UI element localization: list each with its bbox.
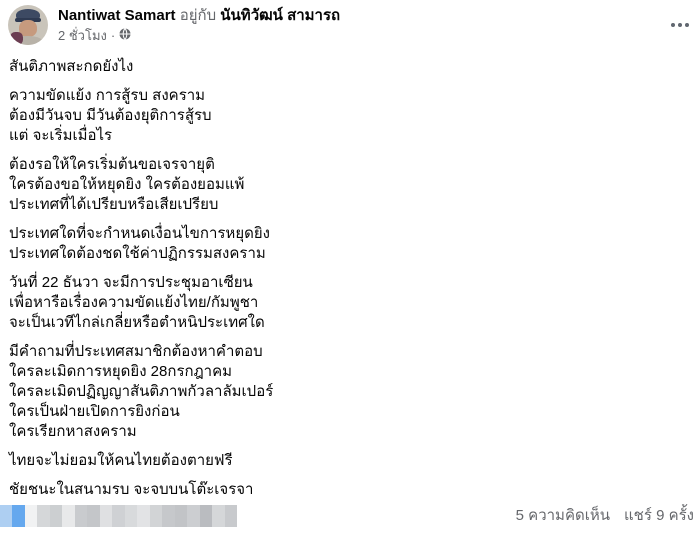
post-paragraph: ประเทศใดที่จะกำหนดเงื่อนไขการหยุดยิง ประเทศใดต้องชดใช้ค่าปฏิกรรมสงคราม [9,225,270,262]
blur-block [25,505,37,527]
avatar[interactable] [8,5,48,45]
blur-block [200,505,212,527]
meta-separator: · [110,27,116,43]
blur-block [0,505,12,527]
post-paragraph: วันที่ 22 ธันวา จะมีการประชุมอาเซียน เพื่อหารือเรื่องความขัดแย้งไทย/กัมพูชา จะเป็นเวทีไกล่เกลี่ยหรือตำหนิประเทศใด [9,274,265,331]
engagement-stats [516,505,694,527]
with-connector: อยู่กับ [179,7,217,24]
blur-block [62,505,75,527]
blur-block [100,505,112,527]
post-paragraph: ชัยชนะในสนามรบ จะจบบนโต๊ะเจรจา [9,481,254,498]
dot-icon [678,23,682,27]
blur-block [75,505,87,527]
post-paragraph: มีคำถามที่ประเทศสมาชิกต้องหาคำตอบ ใครละเมิดการหยุดยิง 28กรกฎาคม ใครละเมิดปฏิญญาสันติภาพกัวลาลัมเปอร์ ใครเป็นฝ่ายเปิดการยิงก่อน ใครเรียกหาสงคราม [9,343,274,440]
dot-icon [685,23,689,27]
blur-block [212,505,225,527]
blur-block [112,505,125,527]
blur-block [37,505,50,527]
post-paragraph: ไทยจะไม่ยอมให้คนไทยต้องตายฟรี [9,452,233,469]
post-paragraph: ความขัดแย้ง การสู้รบ สงคราม ต้องมีวันจบ มีวันต้องยุติการสู้รบ แต่ จะเริ่มเมื่อไร [9,87,212,144]
avatar-clothing [10,32,23,45]
blur-block [150,505,162,527]
blur-block [87,505,100,527]
post-paragraph: ต้องรอให้ใครเริ่มต้นขอเจรจายุติ ใครต้องขอให้หยุดยิง ใครต้องยอมแพ้ ประเทศที่ได้เปรียบหรือเสียเปรียบ [9,156,245,213]
timestamp[interactable]: 2 ชั่วโมง [58,27,107,43]
blur-block [137,505,150,527]
more-options-button[interactable] [666,14,694,36]
header-text [58,5,340,53]
blur-block [12,505,25,527]
author-name[interactable]: Nantiwat Samart [58,7,176,24]
blur-block [187,505,200,527]
post-meta [58,26,340,44]
shares-count[interactable]: แชร์ 9 ครั้ง [624,507,694,524]
post-header [8,5,692,53]
blur-block [225,505,237,527]
post-text [9,57,688,509]
comments-count[interactable]: 5 ความคิดเห็น [515,507,610,524]
blur-block [162,505,175,527]
blur-block [175,505,187,527]
post-byline [58,6,340,26]
tagged-author-name[interactable]: นันทิวัฒน์ สามารถ [220,7,341,24]
blur-block [50,505,62,527]
blurred-reactions [0,505,237,527]
globe-icon [119,27,131,44]
dot-icon [671,23,675,27]
blur-block [125,505,137,527]
post-paragraph: สันติภาพสะกดยังไง [9,58,134,75]
post-footer [0,503,700,529]
